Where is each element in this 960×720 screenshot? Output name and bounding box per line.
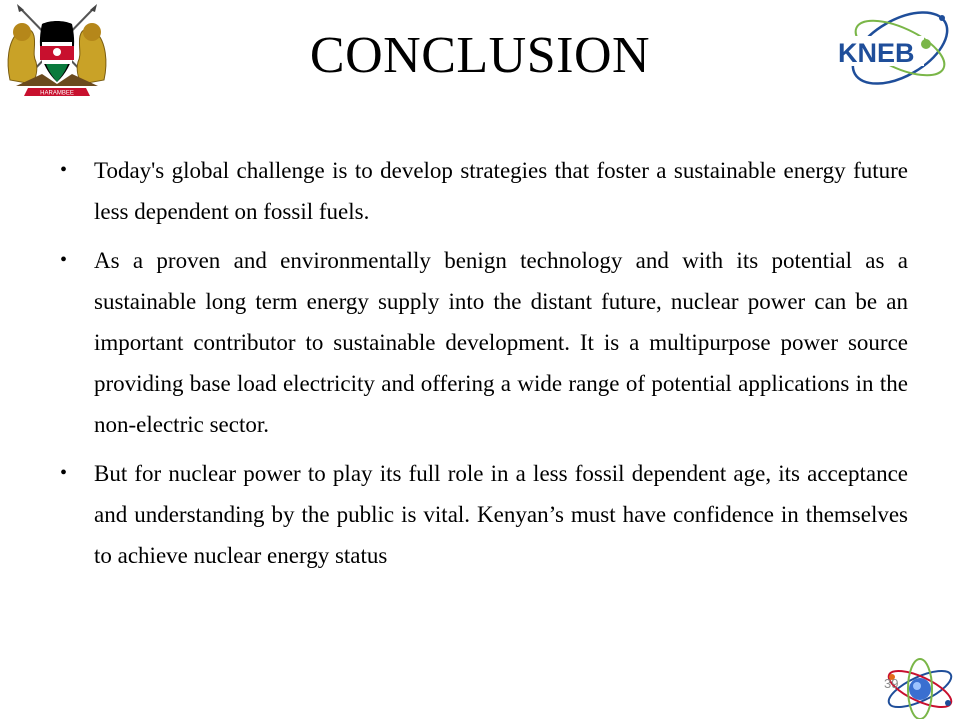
kneb-text: KNEB <box>838 38 915 68</box>
bullet-dot-icon: • <box>60 462 68 484</box>
bullet-item <box>60 150 908 232</box>
bullet-dot-icon: • <box>60 159 68 181</box>
slide-title: CONCLUSION <box>309 27 651 84</box>
bullet-list <box>60 150 908 584</box>
motto-text: HARAMBEE <box>40 90 74 97</box>
bullet-item <box>60 240 908 445</box>
bullet-text: But for nuclear power to play its full role in a less fossil dependent age, its acceptance and understanding by the public is vital. Kenyan’s must have confidence in themselves to achieve nuclear energy status <box>94 461 908 568</box>
bullet-text: As a proven and environmentally benign technology and with its potential as a sustainable long term energy supply into the distant future, nuclear power can be an important contributor to sustainable development. It is a multipurpose power source providing base load electricity and offering a wide range of potential applications in the non-electric sector. <box>94 248 908 437</box>
bullet-dot-icon: • <box>60 249 68 271</box>
page-number: 39 <box>884 676 899 691</box>
bullet-item <box>60 453 908 576</box>
bullet-text: Today's global challenge is to develop strategies that foster a sustainable energy future less dependent on fossil fuels. <box>94 158 908 224</box>
